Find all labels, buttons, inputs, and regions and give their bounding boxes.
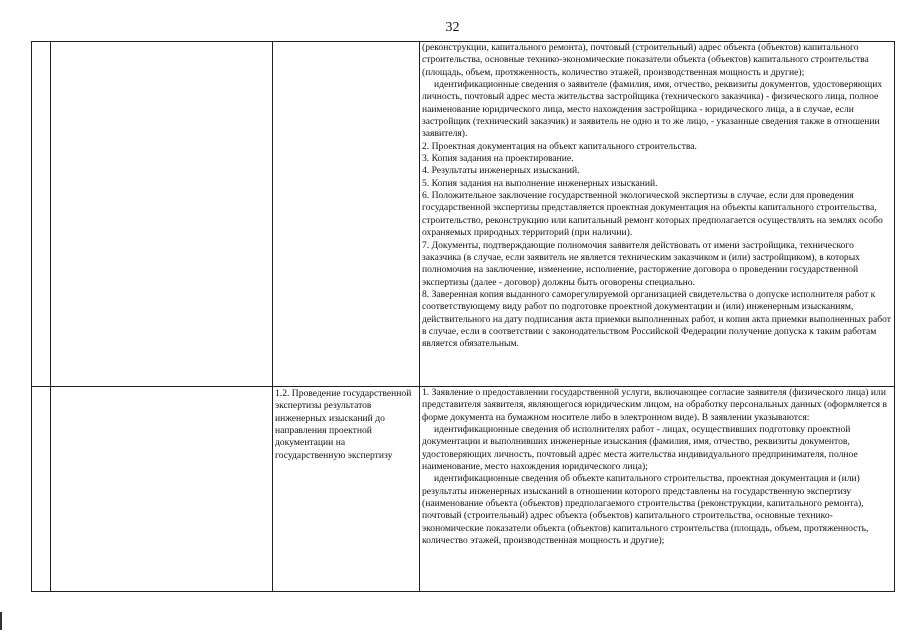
table-row <box>32 42 895 387</box>
scan-edge-mark <box>0 612 2 630</box>
page-number: 32 <box>445 20 460 35</box>
document-paragraph: идентификационные сведения об объекте капитального строительства, проектная документация и (или) результаты инженерных изысканий в отношении которого представлены на государственную экспертизу (наименование объекта (объектов) предполагаемого строительства (реконструкции, капитального ремонта), почтовый (строительный) адрес объекта (объектов) капитального строительства, основные технико-экономические показатели объекта (объектов) капитального строительства (площадь, объем, протяженность, количество этажей, производственная мощность и другие); <box>422 473 869 547</box>
document-paragraph: (реконструкции, капитального ремонта), почтовый (строительный) адрес объекта (объектов) капитального строительства, основные технико-экономические показатели объекта (объектов) капитального строительства (площадь, объем, протяженность, количество этажей, производственная мощность и другие); <box>422 42 869 78</box>
document-item: 1. Заявление о предоставлении государственной услуги, включающее согласие заявителя (физического лица) или представителя заявителя, являющегося юридическим лицом, на обработку персональных данных (оформляется в форме документа на бумажном носителе либо в электронном виде). В заявлении указываются: <box>422 387 887 423</box>
document-item: 8. Заверенная копия выданного саморегулируемой организацией свидетельства о допуске исполнителя работ к соответствующему виду работ по подготовке проектной документации и (или) инженерным изысканиям, действительного на дату подписания акта приемки выполненных работ, и копия акта приемки выполненных работ в случае, если в соответствии с законодательством Российской Федерации получение допуска к таким работам является обязательным. <box>422 288 891 350</box>
table-row <box>32 387 895 592</box>
category-cell <box>51 42 273 387</box>
service-name: 1.2. Проведение государственной экспертизы результатов инженерных изысканий до направления проектной документации на государственную экспертизу <box>275 388 412 461</box>
row-number-cell <box>32 42 51 387</box>
documents-cell <box>420 42 895 387</box>
service-cell <box>273 42 420 387</box>
document-paragraph: идентификационные сведения об исполнителях работ - лицах, осуществивших подготовку проектной документации и выполнивших инженерные изыскания (фамилия, имя, отчество, реквизиты документов, удостоверяющих личность, почтовый адрес места жительства индивидуального предпринимателя, полное наименование, место нахождения юридического лица); <box>422 424 858 473</box>
service-name <box>275 42 417 43</box>
document-item: 4. Результаты инженерных изысканий. <box>422 165 580 177</box>
requirements-table <box>31 41 895 592</box>
row-number-cell <box>32 387 51 592</box>
documents-cell <box>420 387 895 592</box>
document-item: 5. Копия задания на выполнение инженерных изысканий. <box>422 177 658 189</box>
document-item: 2. Проектная документация на объект капитального строительства. <box>422 140 697 152</box>
category-cell <box>51 387 273 592</box>
document-paragraph: идентификационные сведения о заявителе (фамилия, имя, отчество, реквизиты документов, удостоверяющих личность, почтовый адрес места жительства застройщика (технического заказчика) - физического лица, полное наименование юридического лица, место нахождения застройщика - юридического лица, а в случае, если застройщик (технический заказчик) и заявитель не одно и то же лицо, - указанные сведения также в отношении заявителя). <box>422 79 883 140</box>
service-cell <box>273 387 420 592</box>
document-item: 6. Положительное заключение государственной экологической экспертизы в случае, если для проведения государственной экспертизы представляется проектная документация на объекты капитального строительства, строительство, реконструкцию или капитальный ремонт которых предполагается осуществлять на землях особо охраняемых природных территорий (при наличии). <box>422 190 883 239</box>
document-item: 7. Документы, подтверждающие полномочия заявителя действовать от имени застройщика, технического заказчика (в случае, если заявитель не является техническим заказчиком и (или) застройщиком), в которых полномочия на заключение, изменение, исполнение, расторжение договора о проведении государственной экспертизы (далее - договор) должны быть оговорены специально. <box>422 239 860 288</box>
document-item: 3. Копия задания на проектирование. <box>422 153 574 165</box>
